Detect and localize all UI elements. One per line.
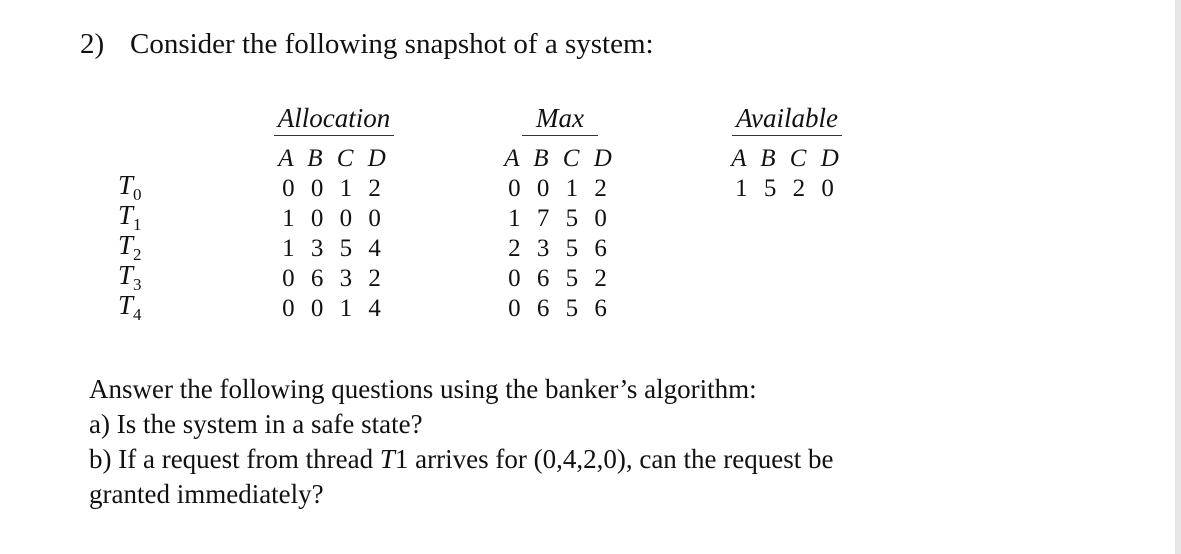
question-number: 2) xyxy=(80,28,105,60)
max-row: 2 3 5 6 xyxy=(508,235,612,262)
max-resource-letters: A B C D xyxy=(504,145,616,172)
available-heading: Available xyxy=(732,103,842,136)
thread-label: $T_3$ xyxy=(118,260,142,294)
available-resource-letters: A B C D xyxy=(731,145,843,172)
answer-block xyxy=(89,372,834,512)
max-row: 0 6 5 6 xyxy=(508,295,612,322)
question-a: a) Is the system in a safe state? xyxy=(89,409,423,439)
question-title xyxy=(80,28,654,61)
page-edge xyxy=(1175,0,1181,554)
allocation-column xyxy=(262,103,406,324)
allocation-row: 0 6 3 2 xyxy=(282,265,386,292)
available-column xyxy=(724,103,850,204)
max-row: 0 6 5 2 xyxy=(508,265,612,292)
thread-label: $T_1$ xyxy=(118,200,142,234)
question-b: b) If a request from thread T1 arrives for (0,4,2,0), can the request be xyxy=(89,444,834,474)
max-row: 0 0 1 2 xyxy=(508,175,612,202)
allocation-heading: Allocation xyxy=(274,103,394,136)
max-row: 1 7 5 0 xyxy=(508,205,612,232)
allocation-row: 0 0 1 2 xyxy=(282,175,386,202)
thread-label: $T_0$ xyxy=(118,170,142,204)
thread-labels xyxy=(118,170,142,324)
available-row: 1 5 2 0 xyxy=(735,175,839,202)
question-text: Consider the following snapshot of a system: xyxy=(130,28,654,60)
allocation-row: 0 0 1 4 xyxy=(282,295,386,322)
answer-intro: Answer the following questions using the banker’s algorithm: xyxy=(89,374,757,404)
thread-label: $T_2$ xyxy=(118,230,142,264)
max-heading: Max xyxy=(522,103,598,136)
thread-label: $T_4$ xyxy=(118,290,142,324)
allocation-row: 1 0 0 0 xyxy=(282,205,386,232)
allocation-resource-letters: A B C D xyxy=(278,145,390,172)
allocation-row: 1 3 5 4 xyxy=(282,235,386,262)
question-b-continued: granted immediately? xyxy=(89,479,324,509)
max-column xyxy=(500,103,620,324)
